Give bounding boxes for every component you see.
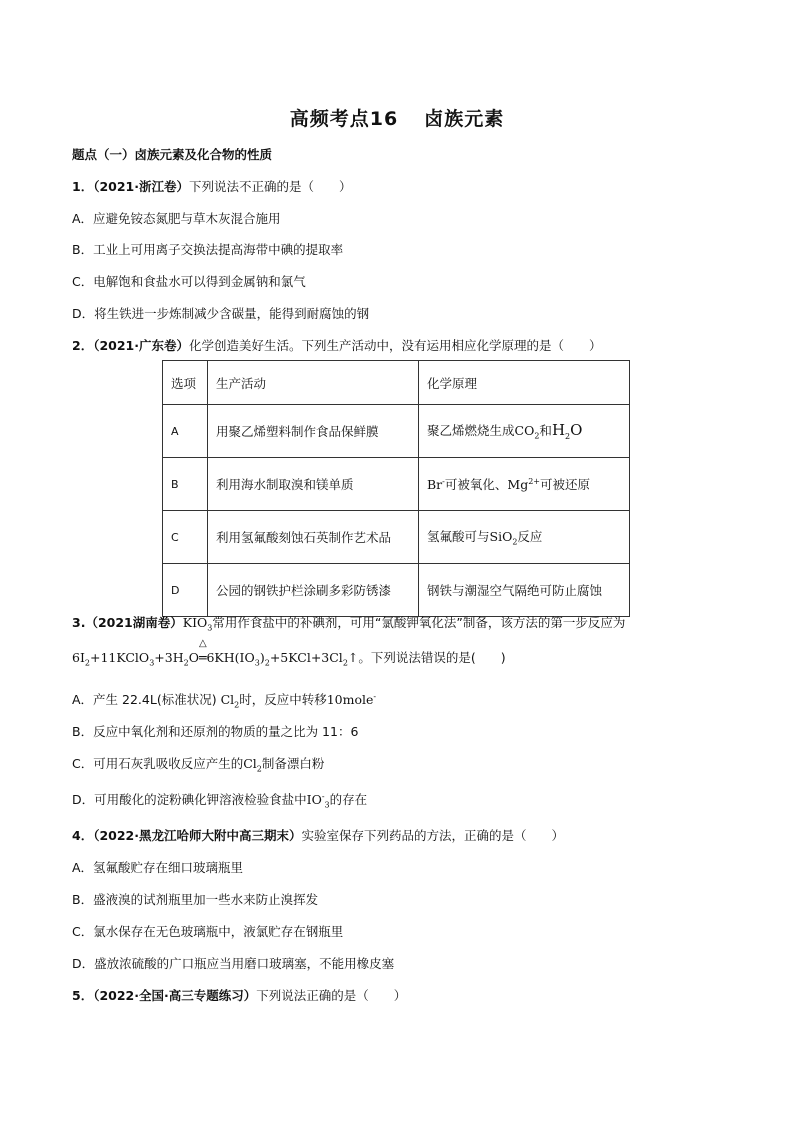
formula-part: SiO <box>489 529 513 545</box>
q1-source: （2021·浙江卷） <box>93 179 189 194</box>
q3-equation <box>72 638 506 668</box>
formula-part: Cl <box>220 692 235 707</box>
q4-text: 实验室保存下列药品的方法，正确的是（ ） <box>301 828 565 843</box>
table-row <box>163 564 630 617</box>
section-heading: 题点（一）卤族元素及化合物的性质 <box>72 147 273 162</box>
table-row <box>163 405 630 458</box>
q5-text: 下列说法正确的是（ ） <box>256 988 407 1003</box>
formula-sio2 <box>489 529 518 547</box>
option-text: 的存在 <box>329 792 368 807</box>
formula-electrons <box>327 692 376 707</box>
eq-part: O <box>188 650 199 665</box>
row-activity: 公园的钢铁护栏涂刷多彩防锈漆 <box>208 564 419 617</box>
formula-sub: 2 <box>512 537 518 547</box>
principle-text: 反应 <box>517 529 543 545</box>
delta-symbol: △ <box>198 638 207 649</box>
q3-stem <box>72 613 625 633</box>
eq-sub: 2 <box>342 658 348 668</box>
formula-sub: 3 <box>207 623 213 633</box>
principle-text: 可被还原 <box>540 477 591 492</box>
row-principle: 钢铁与潮湿空气隔绝可防止腐蚀 <box>419 564 630 617</box>
row-principle <box>419 458 630 511</box>
eq-part: +11KClO <box>89 650 150 665</box>
row-principle <box>419 405 630 458</box>
q1-option-c: C．电解饱和食盐水可以得到金属钠和氯气 <box>72 274 306 289</box>
title-part1: 高频考点16 <box>289 108 399 130</box>
formula-part: H <box>551 421 566 439</box>
header-activity: 生产活动 <box>208 361 419 405</box>
q2-number: 2． <box>72 338 94 353</box>
formula-sub: 2 <box>534 431 540 441</box>
formula-h2o <box>552 421 583 439</box>
q3-option-a <box>72 690 376 710</box>
option-text: A．产生 22.4L(标准状况) <box>72 692 221 707</box>
formula-br <box>427 477 445 492</box>
q2-stem <box>72 336 602 354</box>
q3-option-b: B．反应中氧化剂和还原剂的物质的量之比为 11：6 <box>72 724 359 739</box>
q4-option-a: A．氢氟酸贮存在细口玻璃瓶里 <box>72 860 244 875</box>
formula-part: Cl <box>243 756 257 771</box>
row-option: B <box>163 458 208 511</box>
q1-option-a: A．应避免铵态氮肥与草木灰混合施用 <box>72 211 281 226</box>
formula-part: Br <box>427 477 443 492</box>
option-text: 制备漂白粉 <box>261 756 325 771</box>
header-option: 选项 <box>163 361 208 405</box>
eq-part: 6I <box>72 650 85 665</box>
table-row <box>163 511 630 564</box>
q4-source: （2022·黑龙江哈师大附中高三期末） <box>93 828 302 843</box>
option-text: D．可用酸化的淀粉碘化钾溶液检验食盐中 <box>72 792 307 807</box>
formula-part: CO <box>514 423 535 438</box>
row-activity: 用聚乙烯塑料制作食品保鲜膜 <box>208 405 419 458</box>
formula-sub: 3 <box>324 800 330 810</box>
formula-sub: 2 <box>256 764 262 774</box>
formula-kio3 <box>182 615 213 633</box>
q4-option-c: C．氯水保存在无色玻璃瓶中，液氯贮存在钢瓶里 <box>72 924 344 939</box>
header-principle: 化学原理 <box>419 361 630 405</box>
principle-text: 和 <box>539 423 552 438</box>
formula-part: 10mole <box>326 692 374 707</box>
formula-sup: - <box>373 691 377 701</box>
row-principle <box>419 511 630 564</box>
row-option: A <box>163 405 208 458</box>
q4-option-b: B．盛液溴的试剂瓶里加一些水来防止溴挥发 <box>72 892 319 907</box>
formula-cl2 <box>220 692 240 710</box>
gas-up-arrow: ↑ <box>347 650 359 665</box>
row-activity: 利用海水制取溴和镁单质 <box>208 458 419 511</box>
formula-cl2 <box>243 756 262 774</box>
q2-table <box>162 360 630 617</box>
formula-sup: - <box>442 476 445 486</box>
page-title <box>0 104 794 131</box>
q3-source: 3.（2021湖南卷） <box>72 615 183 630</box>
eq-part: ) <box>259 650 265 665</box>
q1-text: 下列说法不正确的是（ ） <box>189 179 352 194</box>
q2-source: （2021·广东卷） <box>93 338 189 353</box>
q1-stem <box>72 177 352 195</box>
q2-text: 化学创造美好生活。下列生产活动中，没有运用相应化学原理的是（ ） <box>189 338 602 353</box>
formula-part: Mg <box>507 477 529 492</box>
q1-option-d: D．将生铁进一步炼制减少含碳量，能得到耐腐蚀的钢 <box>72 306 370 321</box>
table-row <box>163 458 630 511</box>
principle-text: 氢氟酸可与 <box>427 529 490 545</box>
formula-sup: - <box>321 791 325 801</box>
eq-part: +3H <box>154 650 184 665</box>
formula-part: O <box>570 421 583 439</box>
principle-text: 可被氧化、 <box>444 477 508 492</box>
eq-sub: 2 <box>84 658 90 668</box>
title-part2: 卤族元素 <box>424 108 505 130</box>
equals-sign: ═ <box>198 650 207 665</box>
formula-part: IO <box>306 792 322 807</box>
row-activity: 利用氢氟酸刻蚀石英制作艺术品 <box>208 511 419 564</box>
heat-arrow <box>198 638 207 665</box>
q5-stem <box>72 986 406 1004</box>
formula-sub: 2 <box>565 432 571 441</box>
eq-part: 6KH(IO <box>206 650 255 665</box>
q4-option-d: D．盛放浓硫酸的广口瓶应当用磨口玻璃塞，不能用橡皮塞 <box>72 956 395 971</box>
eq-sub: 2 <box>183 658 189 668</box>
principle-text: 聚乙烯燃烧生成 <box>427 423 515 438</box>
formula-mg <box>507 477 540 492</box>
q4-number: 4． <box>72 828 94 843</box>
formula-sub: 2 <box>234 700 240 710</box>
q1-number: 1． <box>72 179 94 194</box>
q5-source: （2022·全国·高三专题练习） <box>93 988 257 1003</box>
formula-co2 <box>514 423 540 441</box>
eq-sub: 2 <box>264 658 270 668</box>
q1-option-b: B．工业上可用离子交换法提高海带中碘的提取率 <box>72 242 344 257</box>
q3-text: 常用作食盐中的补碘剂，可用“氯酸钾氧化法”制备，该方法的第一步反应为 <box>212 615 626 630</box>
formula-io3 <box>306 791 330 810</box>
q4-stem <box>72 826 564 844</box>
q5-number: 5． <box>72 988 94 1003</box>
eq-sub: 3 <box>254 658 260 668</box>
eq-part: +5KCl+3Cl <box>269 650 343 665</box>
q3-option-d <box>72 790 367 810</box>
option-text: C．可用石灰乳吸收反应产生的 <box>72 756 244 771</box>
formula-part: KIO <box>182 615 208 630</box>
row-option: C <box>163 511 208 564</box>
eq-sub: 3 <box>149 658 155 668</box>
formula-sup: 2+ <box>528 476 540 486</box>
equation-formula <box>72 638 359 668</box>
q3-option-c <box>72 754 324 774</box>
q3-tail: 。下列说法错误的是( ) <box>358 650 506 665</box>
row-option: D <box>163 564 208 617</box>
option-text: 时，反应中转移 <box>239 692 327 707</box>
table-header-row <box>163 361 630 405</box>
